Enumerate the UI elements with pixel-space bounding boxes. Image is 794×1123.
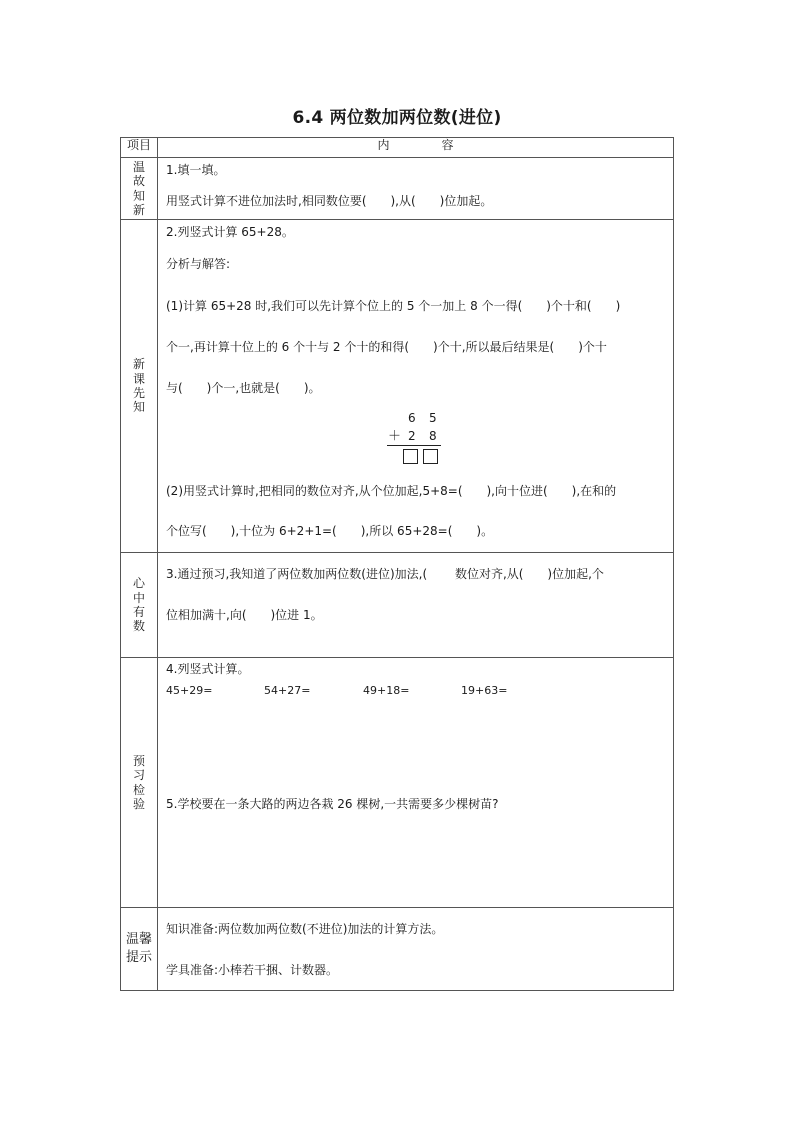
expr-1: 45+29= [166,684,213,697]
bottom-ones-digit: 8 [429,429,437,443]
p1-line1: (1)计算 65+28 时,我们可以先计算个位上的 5 个一加上 8 个一得( )个十和( ) [166,299,621,313]
label-preview: 新课先知 [132,357,145,415]
plus-sign: ＋ [388,429,402,444]
p2-line2: 个位写( ),十位为 6+2+1=( ),所以 65+28=( )。 [166,524,494,538]
top-ones-digit: 5 [429,411,437,425]
table-header-row [121,138,674,158]
expr-3: 49+18= [363,684,410,697]
q2-title: 2.列竖式计算 65+28。 [166,225,294,239]
row-review [121,158,674,220]
p1-line2: 个一,再计算十位上的 6 个十与 2 个十的和得( )个十,所以最后结果是( )个十 [166,340,607,354]
row-mind [121,553,674,658]
answer-box-tens[interactable] [403,449,418,464]
header-content: 内 容 [158,138,674,158]
answer-box-ones[interactable] [423,449,438,464]
q1-text: 用竖式计算不进位加法时,相同数位要( ),从( )位加起。 [166,194,493,208]
row-check [121,658,674,908]
row-preview [121,220,674,553]
header-item: 项目 [121,138,158,158]
label-check: 预习检验 [132,753,145,811]
tips-line2: 学具准备:小棒若干捆、计数器。 [166,963,339,977]
label-tips: 温馨提示 [125,932,152,965]
row-tips [121,908,674,991]
bottom-tens-digit: 2 [408,429,416,443]
mind-line1: 3.通过预习,我知道了两位数加两位数(进位)加法,( 数位对齐,从( )位加起,个 [166,567,604,581]
tips-line1: 知识准备:两位数加两位数(不进位)加法的计算方法。 [166,922,444,936]
analysis-label: 分析与解答: [166,257,231,271]
sum-line [387,445,441,446]
label-review: 温故知新 [132,159,145,217]
top-tens-digit: 6 [408,411,416,425]
q5-text: 5.学校要在一条大路的两边各栽 26 棵树,一共需要多少棵树苗? [166,797,499,811]
q1-title: 1.填一填。 [166,163,226,177]
expr-4: 19+63= [461,684,508,697]
q4-title: 4.列竖式计算。 [166,662,250,676]
worksheet-table [120,137,674,991]
label-mind: 心中有数 [132,576,145,634]
expr-2: 54+27= [264,684,311,697]
p1-line3: 与( )个一,也就是( )。 [166,381,321,395]
mind-line2: 位相加满十,向( )位进 1。 [166,608,323,622]
p2-line1: (2)用竖式计算时,把相同的数位对齐,从个位加起,5+8=( ),向十位进( ),在和的 [166,484,617,498]
page-title: 6.4 两位数加两位数(进位) [292,108,502,128]
